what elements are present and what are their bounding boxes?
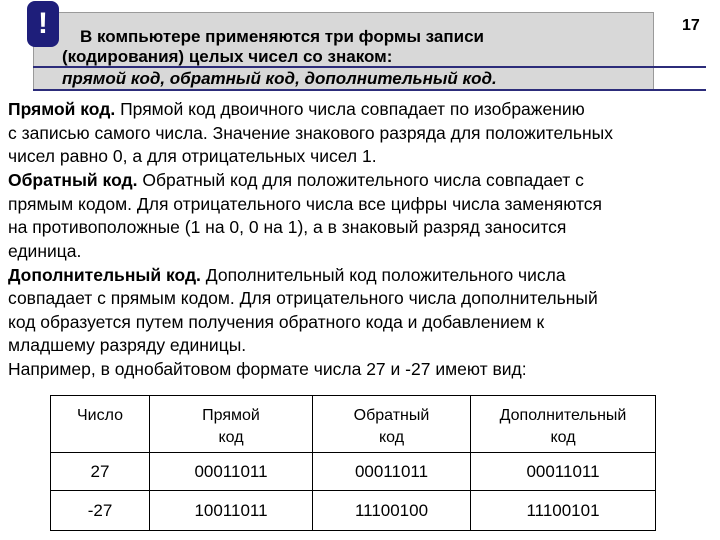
header-text: код bbox=[218, 429, 244, 446]
header-direct bbox=[150, 396, 313, 453]
slide-number: 17 bbox=[682, 17, 700, 34]
header-callout bbox=[33, 12, 654, 90]
paragraph-line bbox=[8, 264, 566, 288]
paragraph-line bbox=[8, 98, 585, 122]
term-complement-code: Дополнительный код. bbox=[8, 265, 201, 285]
paragraph-line: код образуется путем получения обратного кода и добавлением к bbox=[8, 312, 545, 332]
exclamation-icon: ! bbox=[27, 1, 59, 47]
paragraph-line: прямым кодом. Для отрицательного числа все цифры числа заменяются bbox=[8, 194, 602, 214]
cell-direct: 10011011 bbox=[150, 491, 313, 531]
paragraph-line: совпадает с прямым кодом. Для отрицательного числа дополнительный bbox=[8, 288, 598, 308]
header-line-1: В компьютере применяются три формы записи bbox=[80, 27, 484, 46]
cell-number: -27 bbox=[51, 491, 150, 531]
header-inverse bbox=[313, 396, 471, 453]
example-line: Например, в однобайтовом формате числа 27 и -27 имеют вид: bbox=[8, 359, 527, 379]
header-line-3: прямой код, обратный код, дополнительный код. bbox=[62, 69, 497, 88]
table-row bbox=[51, 453, 656, 491]
paragraph-line: на противоположные (1 на 0, 0 на 1), а в знаковый разряд заносится bbox=[8, 217, 567, 237]
cell-inverse: 00011011 bbox=[313, 453, 471, 491]
header-line-2: (кодирования) целых чисел со знаком: bbox=[62, 47, 393, 66]
cell-complement: 11100101 bbox=[471, 491, 656, 531]
cell-direct: 00011011 bbox=[150, 453, 313, 491]
header-text: код bbox=[550, 429, 576, 446]
paragraph-line: с записью самого числа. Значение знакового разряда для положительных bbox=[8, 123, 613, 143]
header-rule-bottom bbox=[33, 89, 706, 91]
codes-table bbox=[50, 395, 656, 531]
text-span: Дополнительный код положительного числа bbox=[200, 265, 566, 285]
header-text: код bbox=[378, 429, 405, 446]
cell-complement: 00011011 bbox=[471, 453, 656, 491]
paragraph-line bbox=[8, 169, 584, 193]
cell-number: 27 bbox=[51, 453, 150, 491]
header-text: Дополнительный bbox=[499, 407, 627, 424]
table-row bbox=[51, 491, 656, 531]
term-inverse-code: Обратный код. bbox=[8, 170, 138, 190]
paragraph-line: единица. bbox=[8, 241, 82, 261]
text-span: Обратный код для положительного числа совпадает с bbox=[137, 170, 584, 190]
text-span: Прямой код двоичного числа совпадает по изображению bbox=[115, 99, 585, 119]
header-text: Обратный bbox=[353, 407, 430, 424]
term-direct-code: Прямой код. bbox=[8, 99, 116, 119]
paragraph-line: чисел равно 0, а для отрицательных чисел 1. bbox=[8, 146, 377, 166]
header-rule-top bbox=[33, 66, 706, 68]
cell-inverse: 11100100 bbox=[313, 491, 471, 531]
header-text: Прямой bbox=[202, 407, 260, 424]
table-header-row bbox=[51, 396, 656, 453]
header-number: Число bbox=[51, 396, 150, 453]
header-complement bbox=[471, 396, 656, 453]
paragraph-line: младшему разряду единицы. bbox=[8, 335, 247, 355]
